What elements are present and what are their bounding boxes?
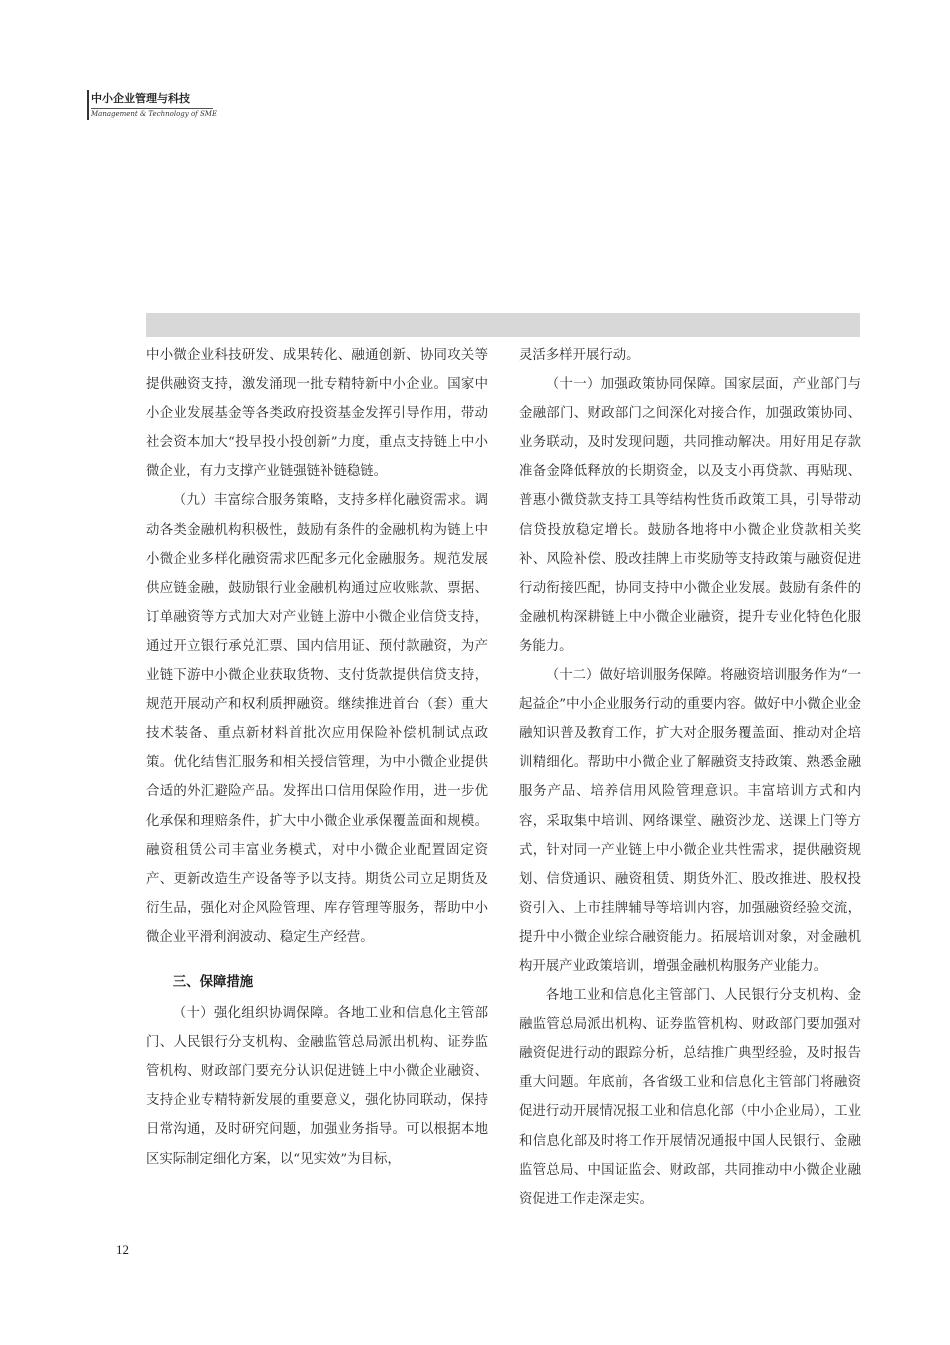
left-column	[146, 341, 488, 1174]
left-paragraph-3: （十）强化组织协调保障。各地工业和信息化主管部门、人民银行分支机构、金融监管总局派出机构、证券监管机构、财政部门要充分认识促进链上中小微企业融资、支持企业专精特新发展的重要意义，强化协同联动，保持日常沟通，及时研究问题，加强业务指导。可以根据本地区实际制定细化方案，以“见实效”为目标，	[146, 1006, 488, 1167]
journal-title-en: Management & Technology of SME	[91, 110, 218, 118]
header-accent-bar	[87, 90, 89, 120]
journal-header	[91, 92, 221, 119]
journal-title-cn: 中小企业管理与科技	[91, 92, 190, 105]
right-paragraph-3: （十二）做好培训服务保障。将融资培训服务作为“一起益企”中小企业服务行动的重要内容。做好中小微企业金融知识普及教育工作，扩大对企服务覆盖面、推动对企培训精细化。帮助中小微企业了解融资支持政策、熟悉金融服务产品、培养信用风险管理意识。丰富培训方式和内容，采取集中培训、网络课堂、融资沙龙、送课上门等方式，针对同一产业链上中小微企业共性需求，提供融资规划、信贷通识、融资租赁、期货外汇、股改推进、股权投资引入、上市挂牌辅导等培训内容，加强融资经验交流，提升中小微企业综合融资能力。拓展培训对象，对金融机构开展产业政策培训，增强金融机构服务产业能力。	[519, 668, 861, 974]
section-heading: 三、保障措施	[172, 974, 254, 990]
right-paragraph-2: （十一）加强政策协同保障。国家层面，产业部门与金融部门、财政部门之间深化对接合作，加强政策协同、业务联动，及时发现问题，共同推动解决。用好用足存款准备金降低释放的长期资金，以及支小再贷款、再贴现、普惠小微贷款支持工具等结构性货币政策工具，引导带动信贷投放稳定增长。鼓励各地将中小微企业贷款相关奖补、风险补偿、股改挂牌上市奖励等支持政策与融资促进行动衔接匹配，协同支持中小微企业发展。鼓励有条件的金融机构深耕链上中小微企业融资，提升专业化特色化服务能力。	[519, 377, 861, 654]
right-paragraph-1: 灵活多样开展行动。	[519, 348, 640, 363]
gray-banner	[146, 313, 860, 337]
left-paragraph-2: （九）丰富综合服务策略，支持多样化融资需求。调动各类金融机构积极性，鼓励有条件的金融机构为链上中小微企业多样化融资需求匹配多元化金融服务。规范发展供应链金融，鼓励银行业金融机构通过应收账款、票据、订单融资等方式加大对产业链上游中小微企业信贷支持，通过开立银行承兑汇票、国内信用证、预付款融资，为产业链下游中小微企业获取货物、支付货款提供信贷支持，规范开展动产和权利质押融资。继续推进首台（套）重大技术装备、重点新材料首批次应用保险补偿机制试点政策。优化结售汇服务和相关授信管理，为中小微企业提供合适的外汇避险产品。发挥出口信用保险作用，进一步优化承保和理赔条件，扩大中小微企业承保覆盖面和规模。融资租赁公司丰富业务模式，对中小微企业配置固定资产、更新改造生产设备等予以支持。期货公司立足期货及衍生品，强化对企风险管理、库存管理等服务，帮助中小微企业平滑利润波动、稳定生产经营。	[146, 493, 488, 945]
header-rule	[91, 108, 213, 109]
right-paragraph-4: 各地工业和信息化主管部门、人民银行分支机构、金融监管总局派出机构、证券监管机构、财政部门要加强对融资促进行动的跟踪分析，总结推广典型经验，及时报告重大问题。年底前，各省级工业和信息化主管部门将融资促进行动开展情况报工业和信息化部（中小企业局），工业和信息化部及时将工作开展情况通报中国人民银行、金融监管总局、中国证监会、财政部，共同推动中小微企业融资促进工作走深走实。	[519, 988, 861, 1207]
page-number: 12	[116, 1242, 129, 1257]
left-paragraph-1: 中小微企业科技研发、成果转化、融通创新、协同攻关等提供融资支持，激发涌现一批专精特新中小企业。国家中小企业发展基金等各类政府投资基金发挥引导作用，带动社会资本加大“投早投小投创新”力度，重点支持链上中小微企业，有力支撑产业链强链补链稳链。	[146, 348, 488, 480]
right-column	[519, 341, 861, 1214]
